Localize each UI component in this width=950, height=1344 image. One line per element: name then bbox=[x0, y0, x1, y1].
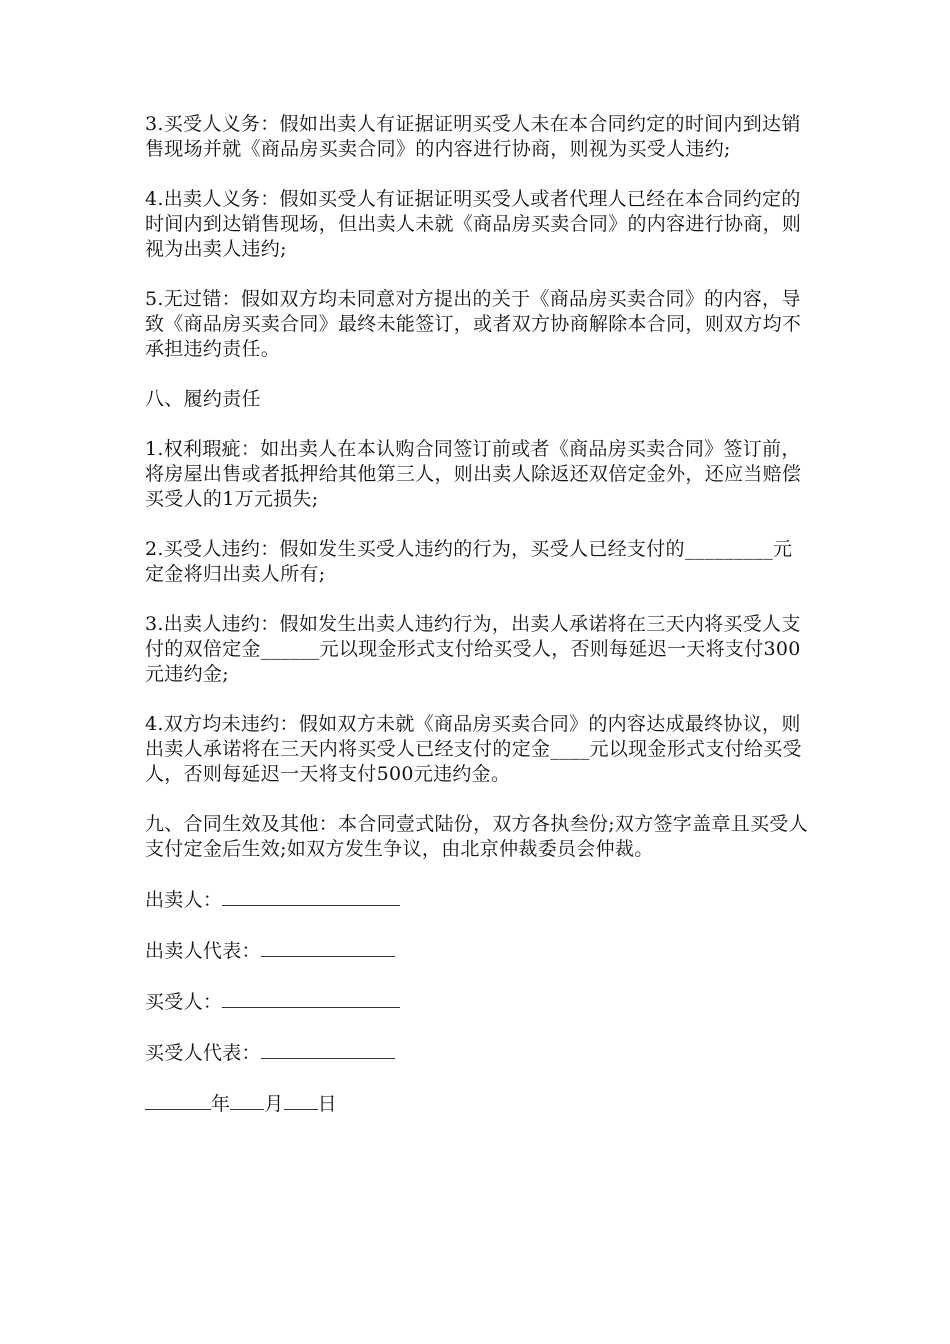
month-label: 月 bbox=[264, 1093, 284, 1115]
clause-buyer-obligation: 3.买受人义务：假如出卖人有证据证明买受人未在本合同约定的时间内到达销售现场并就《商品房买卖合同》的内容进行协商，则视为买受人违约; bbox=[145, 113, 801, 160]
clause-no-fault: 5.无过错：假如双方均未同意对方提出的关于《商品房买卖合同》的内容，导致《商品房买卖合同》最终未能签订，或者双方协商解除本合同，则双方均不承担违约责任。 bbox=[145, 288, 802, 360]
clause-seller-obligation: 4.出卖人义务：假如买受人有证据证明买受人或者代理人已经在本合同约定的时间内到达销售现场，但出卖人未就《商品房买卖合同》的内容进行协商，则视为出卖人违约; bbox=[145, 188, 802, 260]
day-label: 日 bbox=[317, 1093, 337, 1115]
buyer-rep-blank[interactable] bbox=[261, 1040, 395, 1059]
seller-signature-line bbox=[145, 887, 809, 913]
date-line bbox=[145, 1091, 809, 1117]
section-heading-performance: 八、履约责任 bbox=[145, 388, 261, 410]
buyer-signature-line bbox=[145, 989, 809, 1015]
clause-buyer-breach: 2.买受人违约：假如发生买受人违约的行为，买受人已经支付的_________元定金将归出卖人所有; bbox=[145, 538, 793, 585]
buyer-rep-signature-line bbox=[145, 1040, 809, 1066]
seller-blank[interactable] bbox=[222, 887, 400, 906]
buyer-label: 买受人： bbox=[145, 991, 223, 1013]
seller-rep-signature-line bbox=[145, 938, 809, 964]
seller-rep-label: 出卖人代表： bbox=[145, 940, 261, 962]
buyer-blank[interactable] bbox=[222, 989, 400, 1008]
section-effectiveness: 九、合同生效及其他：本合同壹式陆份，双方各执叁份;双方签字盖章且买受人支付定金后生效;如双方发生争议，由北京仲裁委员会仲裁。 bbox=[145, 813, 808, 860]
seller-rep-blank[interactable] bbox=[261, 938, 395, 957]
clause-title-defect: 1.权利瑕疵：如出卖人在本认购合同签订前或者《商品房买卖合同》签订前，将房屋出售或者抵押给其他第三人，则出卖人除返还双倍定金外，还应当赔偿买受人的1万元损失; bbox=[145, 438, 802, 510]
clause-no-breach: 4.双方均未违约：假如双方未就《商品房买卖合同》的内容达成最终协议，则出卖人承诺将在三天内将买受人已经支付的定金____元以现金形式支付给买受人，否则每延迟一天将支付500元违约金。 bbox=[145, 713, 802, 785]
document-page bbox=[145, 112, 809, 1142]
year-blank[interactable] bbox=[145, 1091, 211, 1110]
seller-label: 出卖人： bbox=[145, 889, 223, 911]
clause-seller-breach: 3.出卖人违约：假如发生出卖人违约行为，出卖人承诺将在三天内将买受人支付的双倍定金______元以现金形式支付给买受人，否则每延迟一天将支付300元违约金; bbox=[145, 613, 801, 685]
buyer-rep-label: 买受人代表： bbox=[145, 1042, 261, 1064]
year-label: 年 bbox=[211, 1093, 231, 1115]
day-blank[interactable] bbox=[284, 1091, 318, 1110]
month-blank[interactable] bbox=[230, 1091, 264, 1110]
